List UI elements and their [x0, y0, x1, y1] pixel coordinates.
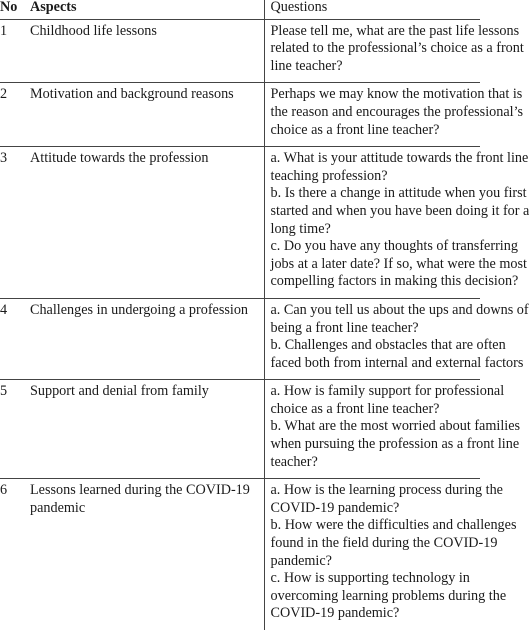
table-row	[0, 298, 480, 379]
aspect-cell	[24, 147, 264, 299]
question-line: compelling factors in making this decision?	[270, 273, 519, 290]
question-line: when pursuing the profession as a front line	[270, 436, 520, 453]
question-line: being a front line teacher?	[270, 319, 419, 336]
question-cell	[264, 380, 521, 479]
question-line: b. Is there a change in attitude when you first	[270, 185, 527, 202]
question-line: teacher?	[270, 453, 318, 470]
aspect-line: pandemic	[30, 499, 86, 516]
header-row	[0, 0, 480, 19]
question-line: found in the field during the COVID-19	[270, 535, 498, 552]
table-row	[0, 147, 480, 299]
question-cell	[264, 83, 524, 147]
question-line: teaching profession?	[270, 167, 388, 184]
question-line: Perhaps we may know the motivation that is	[270, 86, 523, 103]
question-cell	[264, 19, 524, 83]
question-line: a. How is family support for professional	[270, 383, 505, 400]
header-no: No	[0, 0, 24, 19]
question-line: pandemic?	[270, 552, 332, 569]
table-row	[0, 380, 480, 479]
question-line: b. How were the difficulties and challenges	[270, 517, 517, 534]
row-number: 3	[0, 147, 24, 299]
question-line: jobs at a later date? If so, what were the most	[270, 255, 527, 272]
aspect-line: Support and denial from family	[30, 383, 209, 400]
aspect-line: Motivation and background reasons	[30, 86, 234, 103]
question-line: a. Can you tell us about the ups and downs of	[270, 301, 529, 318]
question-line: a. How is the learning process during the	[270, 482, 503, 499]
table-row	[0, 83, 480, 147]
question-line: c. How is supporting technology in	[270, 570, 470, 587]
aspect-cell	[24, 19, 264, 83]
aspect-line: Lessons learned during the COVID-19	[30, 482, 250, 499]
table-body	[0, 19, 529, 630]
table-row	[0, 19, 480, 83]
question-line: overcoming learning problems during the	[270, 587, 507, 604]
question-line: long time?	[270, 220, 331, 237]
row-number: 5	[0, 380, 24, 479]
aspect-line: Challenges in undergoing a profession	[30, 301, 249, 318]
row-number: 6	[0, 479, 24, 630]
aspect-line: Childhood life lessons	[30, 22, 157, 39]
question-line: COVID-19 pandemic?	[270, 499, 400, 516]
row-number: 2	[0, 83, 24, 147]
question-line: the reason and encourages the professional’s	[270, 103, 524, 120]
row-number: 4	[0, 298, 24, 379]
question-line: choice as a front line teacher?	[270, 400, 440, 417]
aspect-line: Attitude towards the profession	[30, 150, 209, 167]
aspect-cell	[24, 298, 264, 379]
question-line: COVID-19 pandemic?	[270, 605, 400, 622]
question-line: line teacher?	[270, 57, 343, 74]
question-cell	[264, 479, 517, 630]
aspect-cell	[24, 83, 264, 147]
question-line: faced both from internal and external factors	[270, 354, 524, 371]
header-questions: Questions	[264, 0, 480, 19]
question-line: choice as a front line teacher?	[270, 121, 440, 138]
aspect-cell	[24, 380, 264, 479]
question-line: c. Do you have any thoughts of transferring	[270, 238, 518, 255]
question-line: b. Challenges and obstacles that are often	[270, 337, 506, 354]
table-row	[0, 479, 480, 630]
question-cell	[264, 298, 529, 379]
question-line: b. What are the most worried about families	[270, 418, 521, 435]
aspect-cell	[24, 479, 264, 630]
question-line: related to the professional’s choice as a front	[270, 40, 524, 57]
question-line: Please tell me, what are the past life lessons	[270, 22, 520, 39]
question-line: started and when you have been doing it for a	[270, 202, 529, 219]
question-cell	[264, 147, 529, 299]
row-number: 1	[0, 19, 24, 83]
header-aspects: Aspects	[24, 0, 264, 19]
question-line: a. What is your attitude towards the front line	[270, 150, 529, 167]
